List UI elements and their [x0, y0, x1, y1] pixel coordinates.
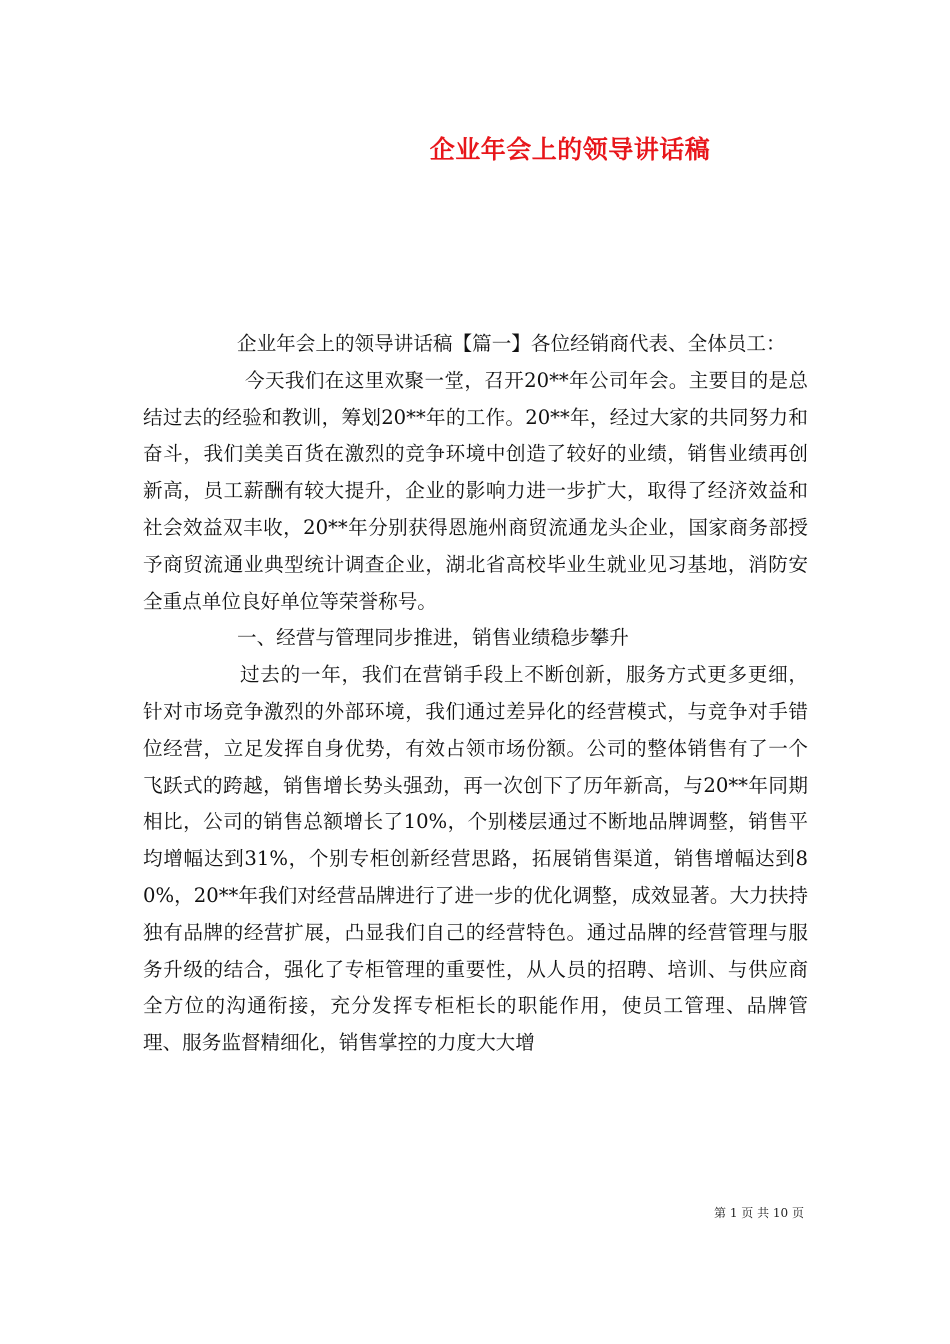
paragraph-intro: 今天我们在这里欢聚一堂，召开20**年公司年会。主要目的是总结过去的经验和教训，筹划20**年的工作。20**年，经过大家的共同努力和奋斗，我们美美百货在激烈的竞争环境中创造了较好的业绩，销售业绩再创新高，员工薪酬有较大提升，企业的影响力进一步扩大，取得了经济效益和社会效益双丰收，20**年分别获得恩施州商贸流通龙头企业，国家商务部授予商贸流通业典型统计调查企业，湖北省高校毕业生就业见习基地，消防安全重点单位良好单位等荣誉称号。	[143, 368, 808, 613]
document-body	[143, 326, 808, 1062]
document-title: 企业年会上的领导讲话稿	[429, 135, 711, 164]
section-heading: 一、经营与管理同步推进，销售业绩稳步攀升	[237, 626, 629, 650]
paragraph-greeting: 企业年会上的领导讲话稿【篇一】各位经销商代表、全体员工：	[237, 332, 786, 355]
paragraph-section-one: 过去的一年，我们在营销手段上不断创新，服务方式更多更细，针对市场竞争激烈的外部环境，我们通过差异化的经营模式，与竞争对手错位经营，立足发挥自身优势，有效占领市场份额。公司的整体销售有了一个飞跃式的跨越，销售增长势头强劲，再一次创下了历年新高，与20**年同期相比，公司的销售总额增长了10%，个别楼层通过不断地品牌调整，销售平均增幅达到31%，个别专柜创新经营思路，拓展销售渠道，销售增幅达到80%，20**年我们对经营品牌进行了进一步的优化调整，成效显著。大力扶持独有品牌的经营扩展，凸显我们自己的经营特色。通过品牌的经营管理与服务升级的结合，强化了专柜管理的重要性，从人员的招聘、培训、与供应商全方位的沟通衔接，充分发挥专柜柜长的职能作用，使员工管理、品牌管理、服务监督精细化，销售掌控的力度大大增	[143, 663, 808, 1055]
page-number: 第 1 页 共 10 页	[714, 1206, 804, 1220]
